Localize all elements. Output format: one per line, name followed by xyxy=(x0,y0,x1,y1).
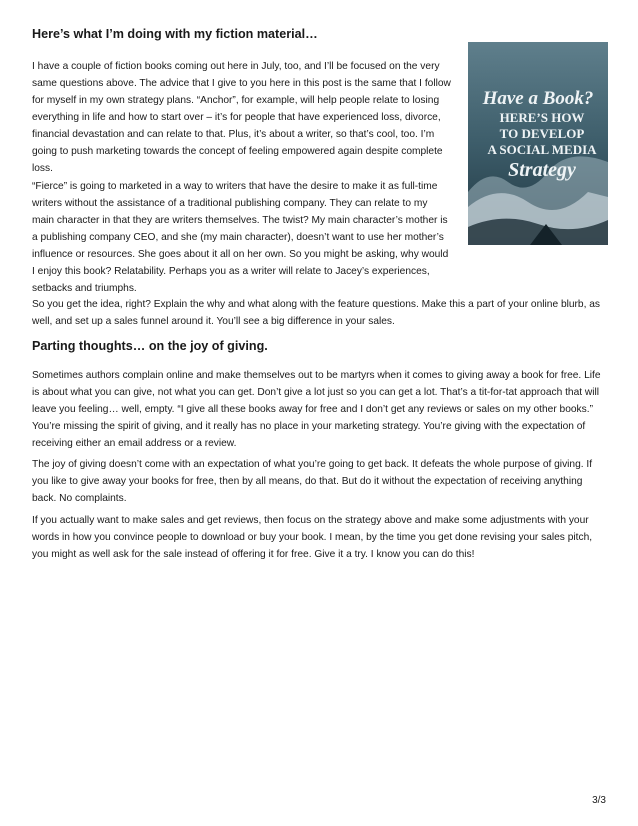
paragraph-fierce: “Fierce” is going to marketed in a way to writers that have the desire to make it as full-time writers without the assistance of a traditional publishing company. They can relate to my main character in that they are writers themselves. The twist? My main character’s mother is a publishing company CEO, and she (my main character), doesn’t want to use her mother’s influence or resources. She goes about it all on her own. So you might be asking, why would I enjoy this book? Relatability. Perhaps you as a writer will relate to Jacey’s experiences, setbacks and triumphs. xyxy=(32,181,449,294)
paragraph-giving-2: The joy of giving doesn’t come with an expectation of what you’re going to get back. It defeats the whole purpose of giving. If you like to give away your books for free, then by all means, do that. But do it without the expectation of receiving anything back. No complaints. xyxy=(32,459,593,504)
page-number: 3/3 xyxy=(592,795,606,806)
figure-line2: HERE’S HOW xyxy=(499,110,585,125)
section-heading-giving: Parting thoughts… on the joy of giving. xyxy=(32,339,268,353)
book-strategy-image xyxy=(468,42,608,245)
paragraph-fiction-intro: I have a couple of fiction books coming out here in July, too, and I’ll be focused on the very same questions above. The advice that I give to you here in this post is the same that I follow for myself in my own strategy plans. “Anchor”, for example, will help people relate to losing everything in life and how to start over – it’s for people that have experienced loss, divorce, financial devastation and can relate to that. Plus, it’s about a writer, so that’s cool, too. I’m going to push marketing towards the concept of feeling empowered again despite complete loss. xyxy=(32,61,451,174)
section-heading-fiction: Here’s what I’m doing with my fiction material… xyxy=(32,27,318,41)
figure-line3: TO DEVELOP xyxy=(499,126,585,141)
figure-line5: Strategy xyxy=(508,159,576,181)
figure-line1: Have a Book? xyxy=(482,88,594,109)
paragraph-giving-1: Sometimes authors complain online and make themselves out to be martyrs when it comes to giving away a book for free. Life is about what you can give, not what you can get. Don’t give a lot just so you can get a lot. That’s a tit-for-tat approach that will leave you feeling… well, empty. “I give all these books away for free and I don’t get any reviews or sales on my other books.” You’re missing the spirit of giving, and it really has no place in your marketing strategy. You’re giving with the expectation of receiving either an email address or a review. xyxy=(32,370,601,449)
paragraph-blurb: So you get the idea, right? Explain the why and what along with the feature questions. Make this a part of your online blurb, as well, and set up a sales funnel around it. You’ll see a big difference in your sales. xyxy=(32,299,601,327)
paragraph-giving-3: If you actually want to make sales and get reviews, then focus on the strategy above and make some adjustments with your words in how you convince people to download or buy your book. I mean, by the time you get done revising your sales pitch, you might as well ask for the sale instead of offering it for free. Give it a try. I know you can do this! xyxy=(32,515,593,560)
figure-line4: A SOCIAL MEDIA xyxy=(487,142,597,157)
